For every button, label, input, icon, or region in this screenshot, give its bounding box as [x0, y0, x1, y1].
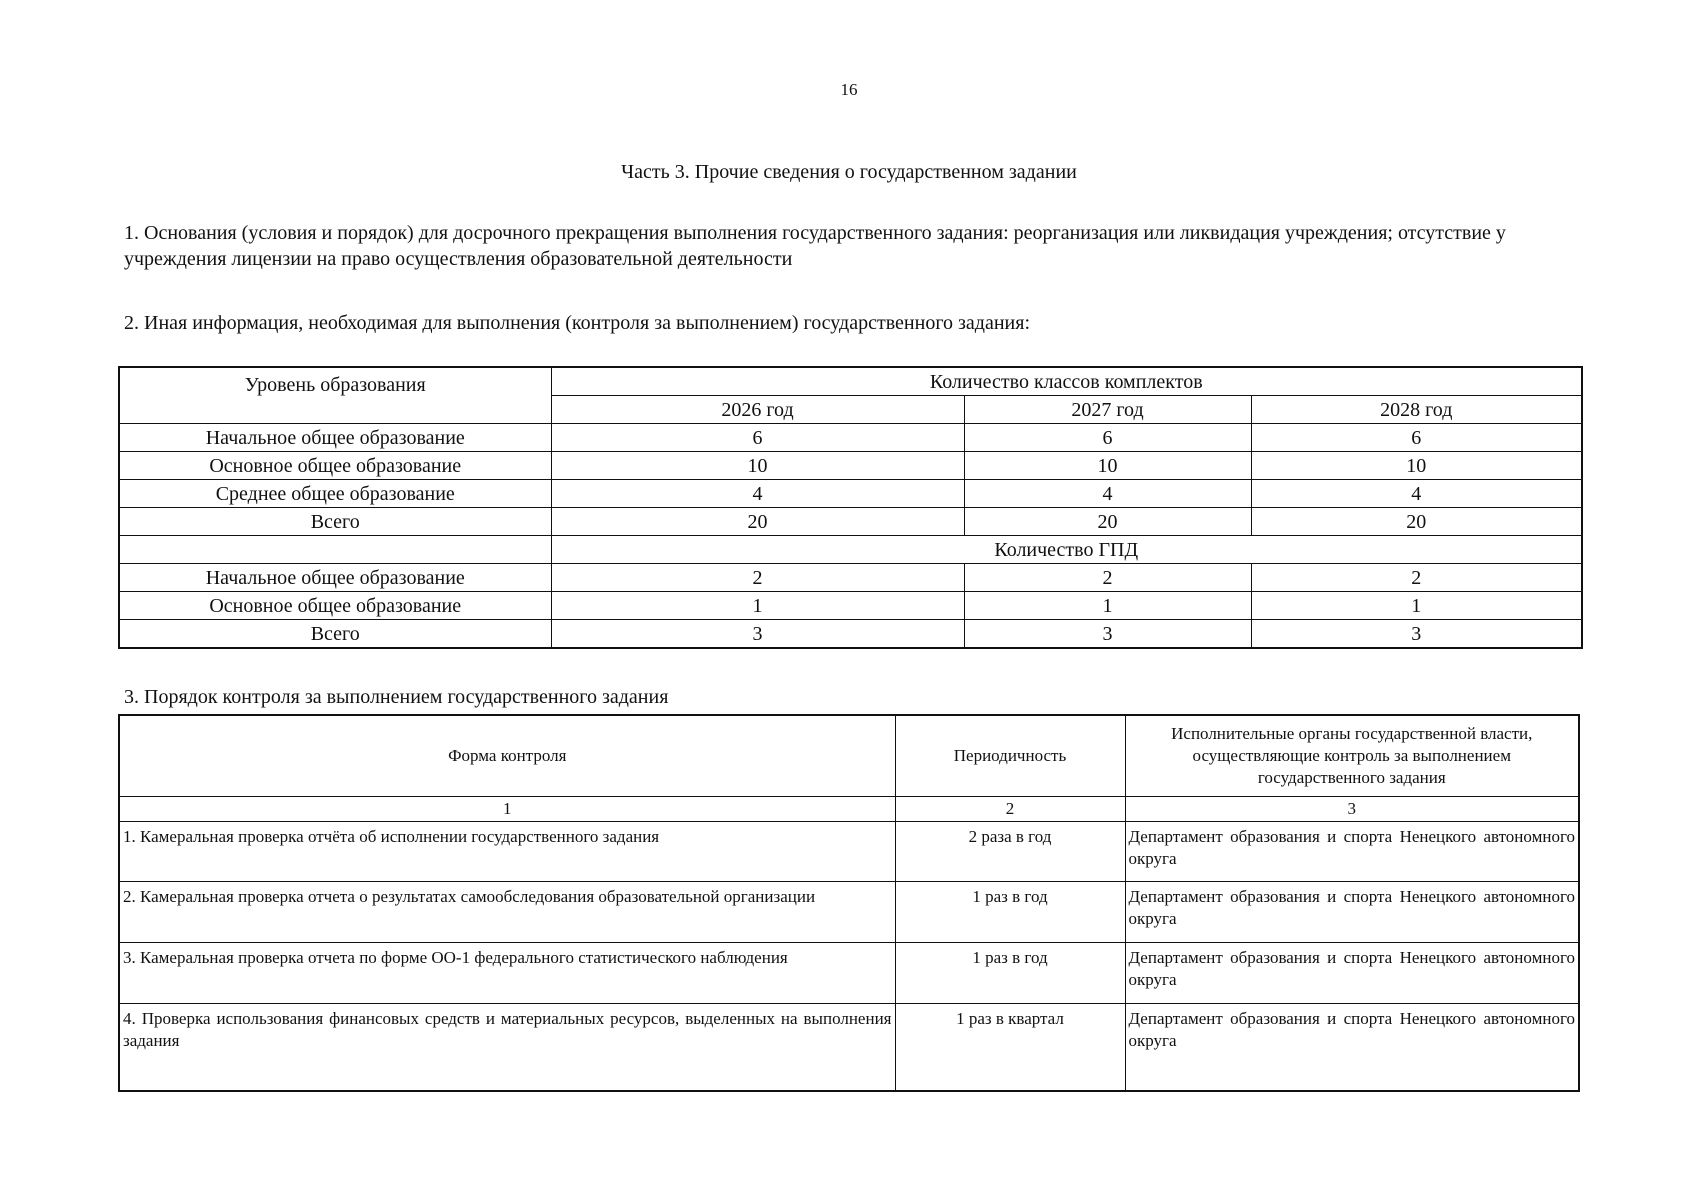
education-levels-table [118, 366, 1583, 649]
cell-value: 3 [551, 620, 964, 649]
cell-value: 2 [1251, 564, 1582, 592]
control-form: 4. Проверка использования финансовых средств и материальных ресурсов, выделенных на выполнения задания [119, 1004, 895, 1092]
early-termination-grounds: 1. Основания (условия и порядок) для досрочного прекращения выполнения государственного задания: реорганизация или ликвидация учреждения; отсутствие у учреждения лицензии на право осуществления образовательной деятельности [124, 222, 1506, 270]
cell-value: 4 [964, 480, 1251, 508]
control-org: Департамент образования и спорта Ненецкого автономного округа [1125, 822, 1579, 882]
other-information-heading: 2. Иная информация, необходимая для выполнения (контроля за выполнением) государственного задания: [124, 312, 1031, 334]
level-header: Уровень образования [119, 367, 551, 424]
cell-value: 10 [964, 452, 1251, 480]
table-row [119, 592, 1582, 620]
control-period: 1 раз в год [895, 943, 1125, 1004]
table-row [119, 1004, 1579, 1092]
cell-value: 1 [964, 592, 1251, 620]
org-header: Исполнительные органы государственной власти, осуществляющие контроль за выполнением государственного задания [1125, 715, 1579, 797]
control-period: 2 раза в год [895, 822, 1125, 882]
col-number: 1 [119, 797, 895, 822]
control-period: 1 раз в год [895, 882, 1125, 943]
cell-value: 2 [964, 564, 1251, 592]
form-header: Форма контроля [119, 715, 895, 797]
cell-value: 20 [1251, 508, 1582, 536]
col-number: 3 [1125, 797, 1579, 822]
table-row [119, 424, 1582, 452]
row-label: Всего [119, 508, 551, 536]
cell-value: 1 [1251, 592, 1582, 620]
cell-value: 4 [1251, 480, 1582, 508]
cell-value: 6 [551, 424, 964, 452]
table-row [119, 480, 1582, 508]
cell-value: 6 [964, 424, 1251, 452]
table-row [119, 452, 1582, 480]
cell-value: 6 [1251, 424, 1582, 452]
table-row [119, 943, 1579, 1004]
control-procedure-heading: 3. Порядок контроля за выполнением государственного задания [124, 686, 669, 708]
table-row [119, 797, 1579, 822]
table-row [119, 822, 1579, 882]
period-header: Периодичность [895, 715, 1125, 797]
year-header: 2026 год [551, 396, 964, 424]
gpd-header: Количество ГПД [551, 536, 1582, 564]
row-label: Среднее общее образование [119, 480, 551, 508]
control-form: 1. Камеральная проверка отчёта об исполнении государственного задания [119, 822, 895, 882]
table-row [119, 367, 1582, 396]
row-label: Основное общее образование [119, 452, 551, 480]
page-number: 16 [840, 80, 858, 99]
table-row [119, 564, 1582, 592]
cell-value: 3 [1251, 620, 1582, 649]
empty-cell [119, 536, 551, 564]
col-number: 2 [895, 797, 1125, 822]
classes-header: Количество классов комплектов [551, 367, 1582, 396]
year-header: 2027 год [964, 396, 1251, 424]
control-procedure-table [118, 714, 1580, 1092]
control-org: Департамент образования и спорта Ненецкого автономного округа [1125, 943, 1579, 1004]
row-label: Основное общее образование [119, 592, 551, 620]
row-label: Всего [119, 620, 551, 649]
control-org: Департамент образования и спорта Ненецкого автономного округа [1125, 1004, 1579, 1092]
year-header: 2028 год [1251, 396, 1582, 424]
cell-value: 4 [551, 480, 964, 508]
table-row [119, 882, 1579, 943]
control-form: 2. Камеральная проверка отчета о результатах самообследования образовательной организации [119, 882, 895, 943]
control-form: 3. Камеральная проверка отчета по форме ОО-1 федерального статистического наблюдения [119, 943, 895, 1004]
control-period: 1 раз в квартал [895, 1004, 1125, 1092]
cell-value: 20 [551, 508, 964, 536]
cell-value: 3 [964, 620, 1251, 649]
cell-value: 2 [551, 564, 964, 592]
table-row [119, 620, 1582, 649]
cell-value: 10 [1251, 452, 1582, 480]
table-row [119, 508, 1582, 536]
control-org: Департамент образования и спорта Ненецкого автономного округа [1125, 882, 1579, 943]
table-row [119, 536, 1582, 564]
row-label: Начальное общее образование [119, 564, 551, 592]
table-row [119, 715, 1579, 797]
row-label: Начальное общее образование [119, 424, 551, 452]
cell-value: 1 [551, 592, 964, 620]
cell-value: 20 [964, 508, 1251, 536]
part-title: Часть 3. Прочие сведения о государственном задании [621, 161, 1077, 183]
cell-value: 10 [551, 452, 964, 480]
